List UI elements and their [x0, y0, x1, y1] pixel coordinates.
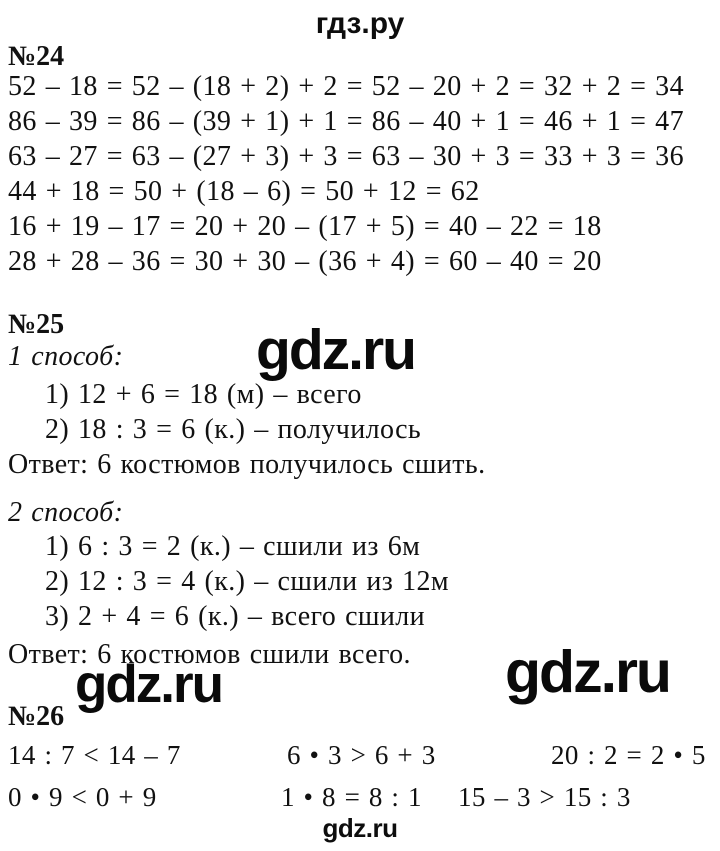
p25-method2-step: 3) 2 + 4 = 6 (к.) – всего сшили: [45, 601, 426, 632]
problem-26-label: №26: [8, 701, 65, 732]
p25-method2-title: 2 способ:: [8, 497, 124, 528]
p26-comparison: 20 : 2 = 2 • 5: [551, 740, 706, 770]
p26-comparison: 0 • 9 < 0 + 9: [8, 782, 157, 812]
p26-comparison: 14 : 7 < 14 – 7: [8, 740, 181, 770]
p24-equation-line: 28 + 28 – 36 = 30 + 30 – (36 + 4) = 60 – 40 = 20: [8, 246, 602, 277]
gdz-watermark: gdz.ru: [256, 318, 415, 382]
p25-method1-answer: Ответ: 6 костюмов получилось сшить.: [8, 449, 486, 480]
gdz-watermark: gdz.ru: [505, 639, 670, 705]
p25-method1-step: 1) 12 + 6 = 18 (м) – всего: [45, 379, 362, 410]
gdz-watermark: gdz.ru: [75, 655, 222, 714]
p26-comparison: 1 • 8 = 8 : 1: [281, 782, 422, 812]
site-footer-logo: gdz.ru: [322, 813, 398, 843]
p24-equation-line: 86 – 39 = 86 – (39 + 1) + 1 = 86 – 40 + 1 = 46 + 1 = 47: [8, 106, 684, 137]
p24-equation-line: 52 – 18 = 52 – (18 + 2) + 2 = 52 – 20 + 2 = 32 + 2 = 34: [8, 71, 684, 102]
p26-comparison: 6 • 3 > 6 + 3: [287, 740, 436, 770]
problem-24-label: №24: [8, 41, 65, 72]
p25-method2-answer: Ответ: 6 костюмов сшили всего.: [8, 639, 411, 670]
p25-method1-step: 2) 18 : 3 = 6 (к.) – получилось: [45, 414, 422, 445]
site-header-logo: гдз.ру: [315, 7, 405, 40]
p25-method1-title: 1 способ:: [8, 341, 124, 372]
p24-equation-line: 16 + 19 – 17 = 20 + 20 – (17 + 5) = 40 – 22 = 18: [8, 211, 602, 242]
p25-method2-step: 2) 12 : 3 = 4 (к.) – сшили из 12м: [45, 566, 450, 597]
p24-equation-line: 63 – 27 = 63 – (27 + 3) + 3 = 63 – 30 + 3 = 33 + 3 = 36: [8, 141, 684, 172]
p25-method2-step: 1) 6 : 3 = 2 (к.) – сшили из 6м: [45, 531, 421, 562]
p24-equation-line: 44 + 18 = 50 + (18 – 6) = 50 + 12 = 62: [8, 176, 480, 207]
p26-comparison: 15 – 3 > 15 : 3: [458, 782, 631, 812]
problem-25-label: №25: [8, 309, 65, 340]
